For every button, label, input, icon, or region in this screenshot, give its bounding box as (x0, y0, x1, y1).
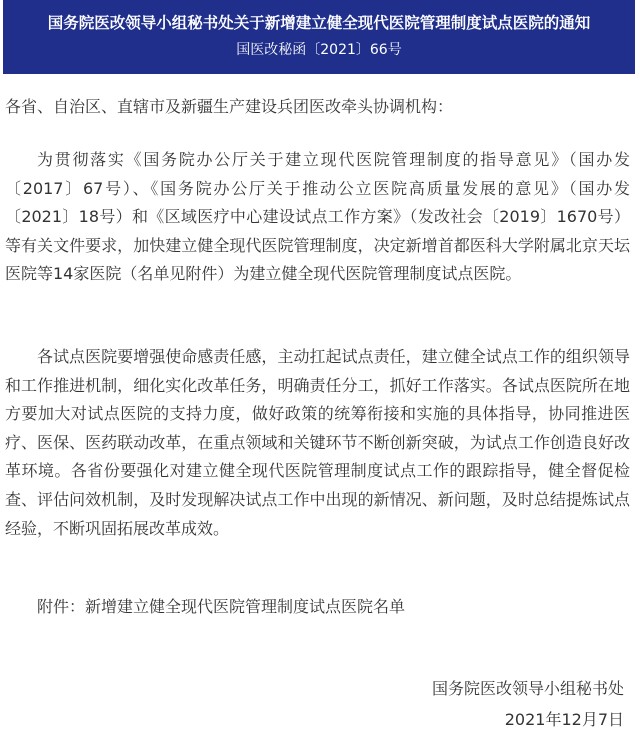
attachment-line: 附件：新增建立健全现代医院管理制度试点医院名单 (37, 597, 406, 616)
salutation: 各省、自治区、直辖市及新疆生产建设兵团医改牵头协调机构： (5, 97, 454, 116)
notice-title: 国务院医改领导小组秘书处关于新增建立健全现代医院管理制度试点医院的通知 (47, 14, 591, 32)
notice-header-banner (3, 0, 635, 74)
document-number: 国医改秘函〔2021〕66号 (236, 42, 402, 58)
issue-date: 2021年12月7日 (504, 710, 624, 729)
body-paragraph-2: 各试点医院要增强使命感责任感，主动扛起试点责任，建立健全试点工作的组织领导和工作推进机制，细化实化改革任务，明确责任分工，抓好工作落实。各试点医院所在地方要加大对试点医院的支持力度，做好政策的统筹衔接和实施的具体指导，协同推进医疗、医保、医药联动改革，在重点领域和关键环节不断创新突破，为试点工作创造良好改革环境。各省份要强化对建立健全现代医院管理制度试点工作的跟踪指导，健全督促检查、评估问效机制，及时发现解决试点工作中出现的新情况、新问题，及时总结提炼试点经验，不断巩固拓展改革成效。 (5, 347, 630, 538)
issuer-signature: 国务院医改领导小组秘书处 (431, 679, 624, 698)
body-paragraph-1: 为贯彻落实《国务院办公厅关于建立现代医院管理制度的指导意见》（国办发〔2017〕67号）、《国务院办公厅关于推动公立医院高质量发展的意见》（国办发〔2021〕18号）和《区域医疗中心建设试点工作方案》（发改社会〔2019〕1670号）等有关文件要求，加快建立健全现代医院管理制度，决定新增首都医科大学附属北京天坛医院等14家医院（名单见附件）为建立健全现代医院管理制度试点医院。 (5, 150, 630, 284)
